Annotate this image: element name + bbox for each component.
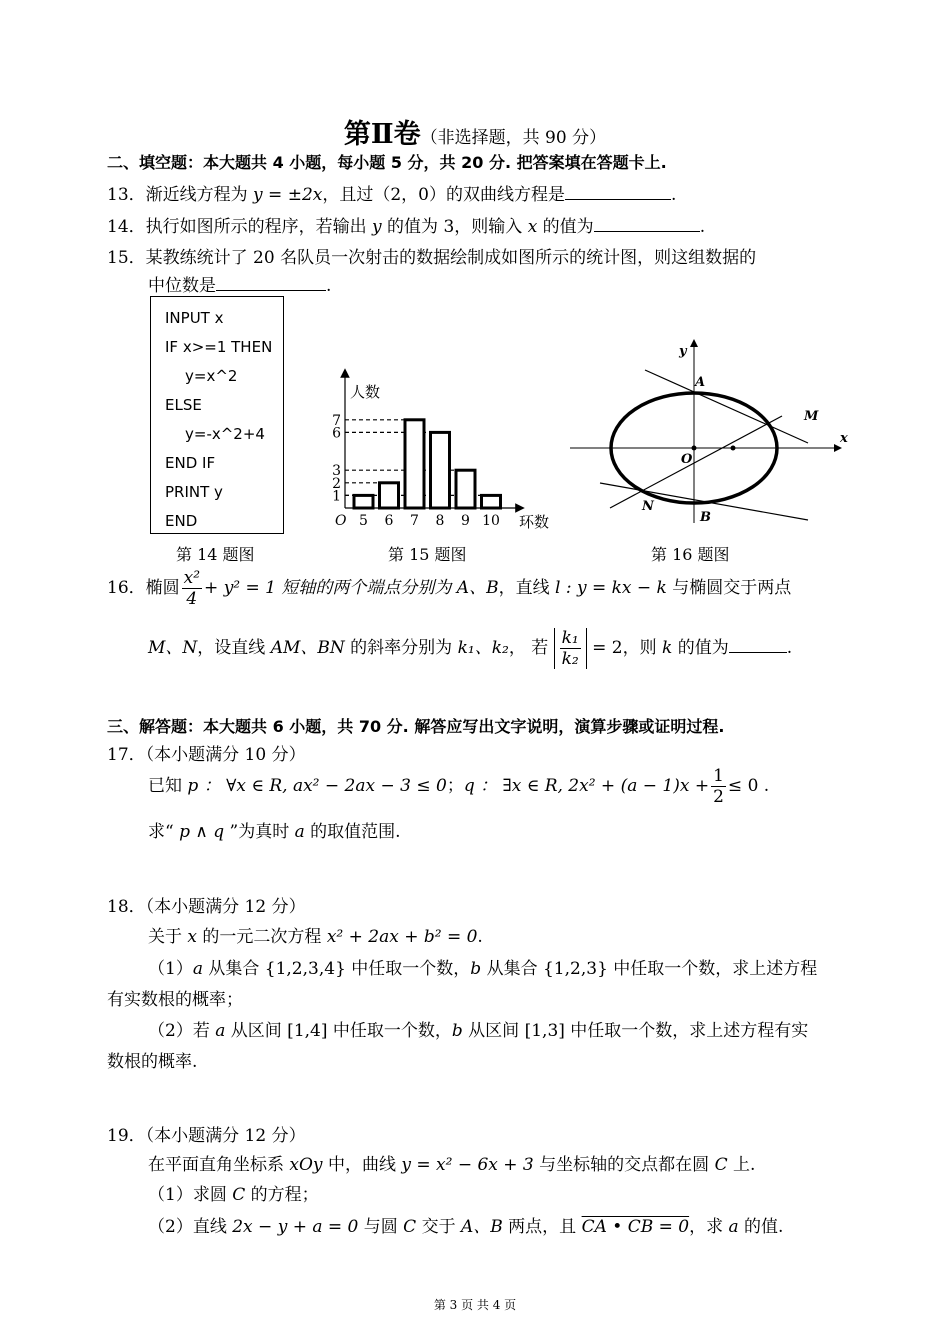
- q18-part1: [148, 954, 817, 979]
- q19-xOy: xOy: [289, 1155, 323, 1175]
- chart-xtick-7: 7: [410, 513, 419, 529]
- q18-p1-avar: a: [192, 959, 203, 979]
- fig16-label-y: y: [679, 344, 687, 359]
- q17-score: （本小题满分 10 分）: [145, 745, 306, 765]
- fig16-label-A: A: [695, 375, 706, 390]
- q16-frac-den: 4: [186, 589, 198, 609]
- q19-part2: [148, 1212, 783, 1237]
- q18-heading: [107, 892, 306, 917]
- chart-bar-5: [354, 495, 373, 508]
- q19-curve: y = x² − 6x + 3: [401, 1155, 534, 1175]
- q16-text-b: + y² = 1 短轴的两个端点分别为: [204, 578, 457, 598]
- q16-text-l: ， 若: [508, 638, 554, 658]
- q19-num: 19．: [107, 1126, 146, 1146]
- q18-p2-e: 从区间 [1,3] 中任取一个数，求上述方程有实: [462, 1021, 809, 1041]
- program-line-5: y=-x^2+4: [185, 425, 265, 443]
- q17-text-c: ；: [446, 776, 464, 796]
- q17-num: 17．: [107, 745, 146, 765]
- q19-text-e: 与坐标轴的交点都在圆: [533, 1155, 715, 1175]
- chart-bar-9: [456, 470, 475, 508]
- chart-xtick-9: 9: [461, 513, 470, 529]
- q13: [107, 180, 676, 205]
- q17-q: q ： ∃x ∈ R, 2x² + (a − 1)x +: [463, 776, 710, 796]
- q19-C: C: [714, 1155, 728, 1175]
- program-line-4: ELSE: [165, 396, 202, 414]
- chart-xlabel: 环数: [519, 513, 550, 531]
- line-l: [610, 416, 782, 508]
- q19-part1: [148, 1180, 319, 1205]
- q14-end: .: [699, 217, 706, 237]
- fig16-label-B: B: [700, 510, 711, 525]
- q19-line-eq: 2x − y + a = 0: [232, 1217, 359, 1237]
- q13-eq: y = ±2x: [253, 185, 323, 205]
- q18-text-a: 关于: [148, 927, 188, 947]
- q19-p2-C: C: [403, 1217, 417, 1237]
- q17-a: a: [294, 822, 305, 842]
- q15-end: .: [326, 276, 332, 296]
- q16-text-a: 椭圆: [145, 578, 180, 598]
- q17-fraction: [711, 766, 726, 807]
- q18-text-e: .: [477, 927, 483, 947]
- q17-p: p ： ∀x ∈ R, ax² − 2ax − 3 ≤ 0: [187, 776, 447, 796]
- chart-ytick-2: 2: [332, 475, 341, 492]
- q18-p1-e: 从集合 {1,2,3} 中任取一个数，求上述方程: [481, 959, 818, 979]
- q18-p2-avar: a: [215, 1021, 226, 1041]
- q16-k: k: [662, 638, 673, 658]
- caption-16: 第 16 题图: [651, 545, 730, 564]
- q16-text-d: ，直线: [498, 578, 555, 598]
- q18-text-c: 的一元二次方程: [197, 927, 327, 947]
- q16-abs-fraction: [560, 628, 581, 669]
- chart-bars: [354, 420, 501, 508]
- q16-line-eq: l : y = kx − k: [554, 578, 667, 598]
- program-line-3: y=x^2: [185, 367, 238, 385]
- section2-header: 二、填空题：本大题共 4 小题，每小题 5 分，共 20 分. 把答案填在答题卡上.: [107, 153, 667, 172]
- q19-p2-c: 与圆: [358, 1217, 404, 1237]
- q16-AB: A、B: [456, 578, 499, 598]
- q18-p1-c: 从集合 {1,2,3,4} 中任取一个数，: [202, 959, 471, 979]
- q18-p1-a: （1）: [148, 959, 193, 979]
- q16-MN: M、N: [148, 638, 198, 658]
- chart-ytick-1: 1: [332, 488, 341, 505]
- q19-p1-c: 的方程；: [245, 1185, 319, 1205]
- chart-bar-7: [405, 420, 424, 508]
- q13-num: 13．: [107, 185, 146, 205]
- q16-abs-num: k₁: [561, 628, 579, 648]
- chart-yticks: [332, 413, 341, 505]
- q18-part2-cont: 数根的概率.: [107, 1052, 198, 1072]
- fig16-label-N: N: [642, 499, 654, 514]
- q19-p2-g: 两点，且: [502, 1217, 582, 1237]
- program-line-7: PRINT y: [165, 483, 223, 501]
- q14: [107, 212, 705, 237]
- q15-line1: [107, 243, 756, 268]
- q16-line1: [107, 568, 791, 609]
- q16-text-f: 与椭圆交于两点: [666, 578, 792, 598]
- q17-text-e: ≤ 0 .: [727, 776, 770, 796]
- q13-text-a: 渐近线方程为: [145, 185, 254, 205]
- chart-ytick-7: 7: [332, 412, 341, 429]
- q17-line2: [148, 817, 401, 842]
- fig16-label-x: x: [840, 431, 848, 446]
- q18-score: （本小题满分 12 分）: [145, 897, 306, 917]
- q14-text-a: 执行如图所示的程序，若输出: [145, 217, 373, 237]
- q18-x: x: [187, 927, 197, 947]
- chart-bar-6: [380, 483, 399, 508]
- q17-text-2e: 的取值范围.: [304, 822, 401, 842]
- q18-p2-bvar: b: [451, 1021, 463, 1041]
- q19-p1-a: （1）求圆: [148, 1185, 233, 1205]
- q19-AB: A、B: [461, 1217, 503, 1237]
- q17-pq: p ∧ q: [179, 822, 225, 842]
- q19-text-g: 上.: [727, 1155, 756, 1175]
- chart-bar-10: [482, 495, 501, 508]
- q14-x: x: [527, 217, 538, 237]
- q17-heading: [107, 740, 306, 765]
- chart-origin: O: [335, 513, 347, 529]
- q16-k1k2: k₁、k₂: [457, 638, 509, 658]
- q19-p2-i: ，求: [689, 1217, 729, 1237]
- q16-fraction: [182, 568, 202, 609]
- q19-text-a: 在平面直角坐标系: [148, 1155, 290, 1175]
- q16-end: .: [786, 638, 793, 658]
- q16-line2: [148, 628, 792, 669]
- q14-y: y: [372, 217, 382, 237]
- q19-score: （本小题满分 12 分）: [145, 1126, 306, 1146]
- q17-text-2c: ”为真时: [224, 822, 295, 842]
- caption-15: 第 15 题图: [388, 545, 467, 564]
- q13-answer-blank[interactable]: [565, 183, 671, 200]
- chart-xtick-8: 8: [435, 513, 445, 529]
- q15-answer-blank[interactable]: [216, 274, 326, 291]
- program-line-6: END IF: [165, 454, 216, 472]
- q17-frac-num: 1: [713, 766, 724, 786]
- chart-xtick-10: 10: [482, 513, 500, 529]
- fig16-point-origin: [692, 446, 697, 451]
- program-line-8: END: [165, 512, 198, 530]
- chart-xtick-6: 6: [384, 513, 394, 529]
- q19-line1: [148, 1150, 755, 1175]
- q18-part2: [148, 1016, 808, 1041]
- q19-a: a: [728, 1217, 739, 1237]
- page-title: [0, 112, 950, 151]
- program-line-1: INPUT x: [165, 309, 224, 327]
- q18-num: 18．: [107, 897, 146, 917]
- chart-ytick-6: 6: [332, 425, 341, 442]
- title-main: 第Ⅱ卷: [343, 119, 421, 150]
- fig16-label-O: O: [681, 452, 693, 467]
- caption-14: 第 14 题图: [176, 545, 255, 564]
- chart-xticks: [359, 513, 500, 529]
- page-footer: 第 3 页 共 4 页: [433, 1298, 517, 1312]
- q14-text-c: 的值为: [537, 217, 594, 237]
- q16-text-m: = 2，则: [586, 638, 663, 658]
- chart-bar-8: [431, 432, 450, 508]
- fig16-point-focus: [731, 446, 736, 451]
- q16-num: 16．: [107, 578, 146, 598]
- line-AM: [645, 370, 808, 443]
- q19-text-c: 中，曲线: [322, 1155, 402, 1175]
- q19-p2-a: （2）直线: [148, 1217, 233, 1237]
- q13-end: .: [671, 185, 677, 205]
- q18-p2-a: （2）若: [148, 1021, 216, 1041]
- program-line-2: IF x>=1 THEN: [165, 338, 273, 356]
- bar-chart: [325, 365, 560, 540]
- chart-xtick-5: 5: [359, 513, 368, 529]
- q15-text: 某教练统计了 20 名队员一次射击的数据绘制成如图所示的统计图，则这组数据的: [145, 248, 757, 268]
- q15-text-2: 中位数是: [148, 276, 216, 296]
- q16-abs-value: [554, 628, 587, 669]
- q14-answer-blank[interactable]: [594, 215, 700, 232]
- title-sub: （非选择题，共 90 分）: [420, 128, 607, 148]
- q19-p1-C: C: [232, 1185, 246, 1205]
- q18-line1: [148, 922, 483, 947]
- q17-text-2a: 求“: [148, 822, 180, 842]
- q19-heading: [107, 1121, 306, 1146]
- q18-part1-cont: 有实数根的概率；: [107, 990, 243, 1010]
- q18-equation: x² + 2ax + b² = 0: [326, 927, 478, 947]
- q19-vector-dot: CA • CB = 0: [581, 1217, 690, 1237]
- q13-text-b: ，且过（2，0）的双曲线方程是: [322, 185, 565, 205]
- q16-answer-blank[interactable]: [729, 636, 787, 653]
- q16-abs-den: k₂: [561, 649, 579, 669]
- q17-frac-den: 2: [713, 787, 724, 807]
- program-box: [150, 296, 284, 534]
- q17-line1: [148, 766, 769, 807]
- q18-p2-c: 从区间 [1,4] 中任取一个数，: [225, 1021, 452, 1041]
- q14-text-b: 的值为 3，则输入: [381, 217, 528, 237]
- chart-ytick-3: 3: [332, 463, 341, 480]
- q16-text-j: 的斜率分别为: [344, 638, 458, 658]
- q16-AMBN: AM、BN: [270, 638, 345, 658]
- chart-ylabel: 人数: [350, 383, 381, 401]
- q15-line2: [148, 271, 331, 296]
- q16-frac-num: x²: [183, 568, 201, 588]
- q18-p1-bvar: b: [470, 959, 482, 979]
- fig16-label-M: M: [804, 409, 819, 424]
- q16-text-o: 的值为: [672, 638, 729, 658]
- q19-p2-k: 的值.: [738, 1217, 784, 1237]
- q15-num: 15．: [107, 248, 146, 268]
- q16-text-h: ，设直线: [197, 638, 271, 658]
- ellipse-figure: [570, 338, 860, 528]
- section3-header: 三、解答题：本大题共 6 小题，共 70 分. 解答应写出文字说明，演算步骤或证明过程.: [107, 717, 725, 736]
- q19-p2-e: 交于: [416, 1217, 461, 1237]
- q14-num: 14．: [107, 217, 146, 237]
- q17-text-a: 已知: [148, 776, 188, 796]
